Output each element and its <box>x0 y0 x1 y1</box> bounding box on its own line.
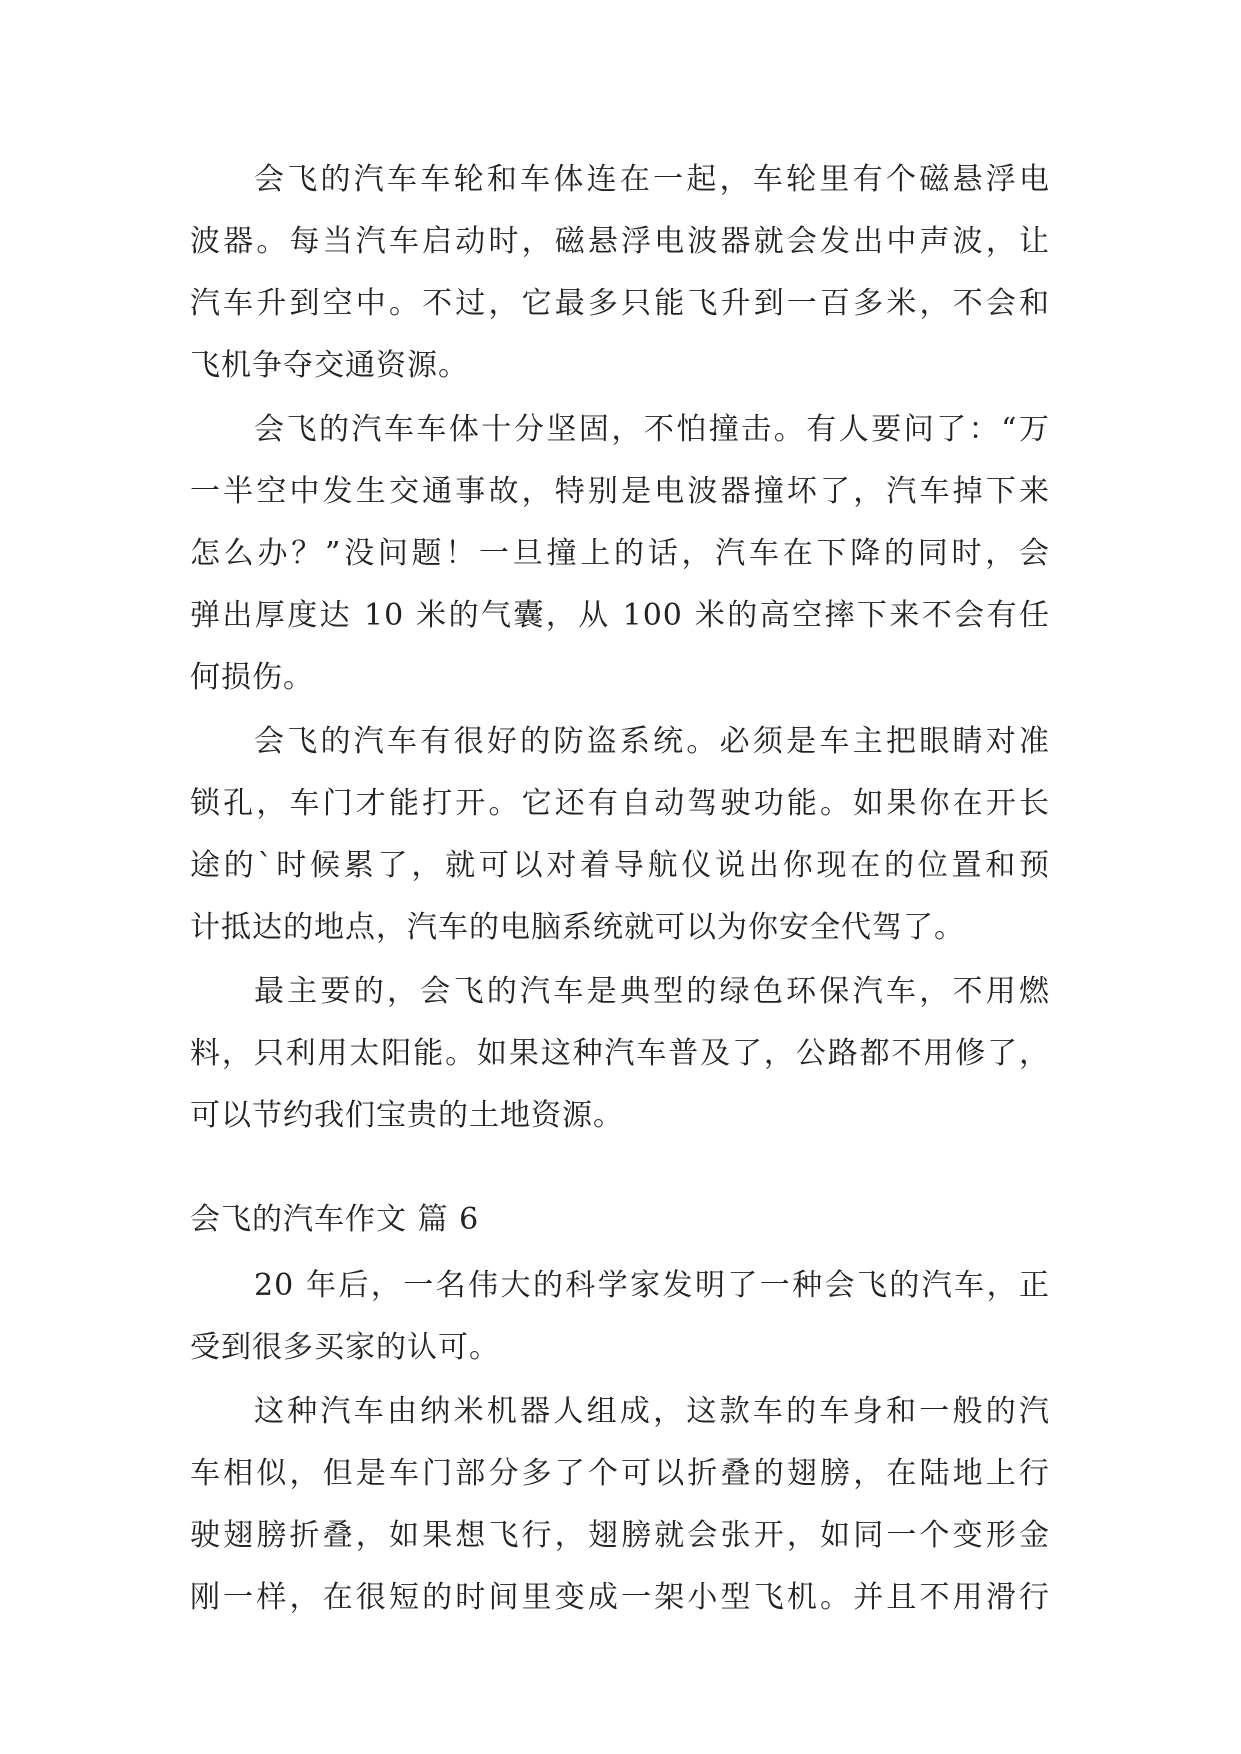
text-line: 可以节约我们宝贵的土地资源。 <box>190 1098 624 1133</box>
text-line: 20 年后，一名伟大的科学家发明了一种会飞的汽车，正 <box>254 1268 1050 1303</box>
text-line: 会飞的汽车有很好的防盗系统。必须是车主把眼睛对准 <box>254 724 1050 759</box>
text-line: 最主要的，会飞的汽车是典型的绿色环保汽车，不用燃 <box>254 974 1050 1009</box>
text-line: 受到很多买家的认可。 <box>190 1330 500 1365</box>
text-line: 会飞的汽车车轮和车体连在一起，车轮里有个磁悬浮电 <box>254 162 1050 197</box>
text-line: 料，只利用太阳能。如果这种汽车普及了，公路都不用修了， <box>190 1036 1050 1071</box>
section-heading: 会飞的汽车作文 篇 6 <box>190 1202 480 1237</box>
text-line: 车相似，但是车门部分多了个可以折叠的翅膀，在陆地上行 <box>190 1456 1050 1491</box>
text-line: 一半空中发生交通事故，特别是电波器撞坏了，汽车掉下来 <box>190 474 1050 509</box>
text-line: 怎么办？”没问题！一旦撞上的话，汽车在下降的同时，会 <box>190 536 1050 571</box>
text-line: 弹出厚度达 10 米的气囊，从 100 米的高空摔下来不会有任 <box>190 598 1050 633</box>
text-line: 锁孔，车门才能打开。它还有自动驾驶功能。如果你在开长 <box>190 786 1050 821</box>
text-line: 飞机争夺交通资源。 <box>190 348 469 383</box>
text-line: 汽车升到空中。不过，它最多只能飞升到一百多米，不会和 <box>190 286 1050 321</box>
text-line: 这种汽车由纳米机器人组成，这款车的车身和一般的汽 <box>254 1394 1050 1429</box>
text-line: 何损伤。 <box>190 660 314 695</box>
text-line: 波器。每当汽车启动时，磁悬浮电波器就会发出中声波，让 <box>190 224 1050 259</box>
text-line: 途的`时候累了，就可以对着导航仪说出你现在的位置和预 <box>190 848 1050 883</box>
text-line: 刚一样，在很短的时间里变成一架小型飞机。并且不用滑行 <box>190 1580 1050 1615</box>
text-line: 会飞的汽车车体十分坚固，不怕撞击。有人要问了：“万 <box>254 412 1050 447</box>
text-line: 计抵达的地点，汽车的电脑系统就可以为你安全代驾了。 <box>190 910 965 945</box>
text-line: 驶翅膀折叠，如果想飞行，翅膀就会张开，如同一个变形金 <box>190 1518 1050 1553</box>
